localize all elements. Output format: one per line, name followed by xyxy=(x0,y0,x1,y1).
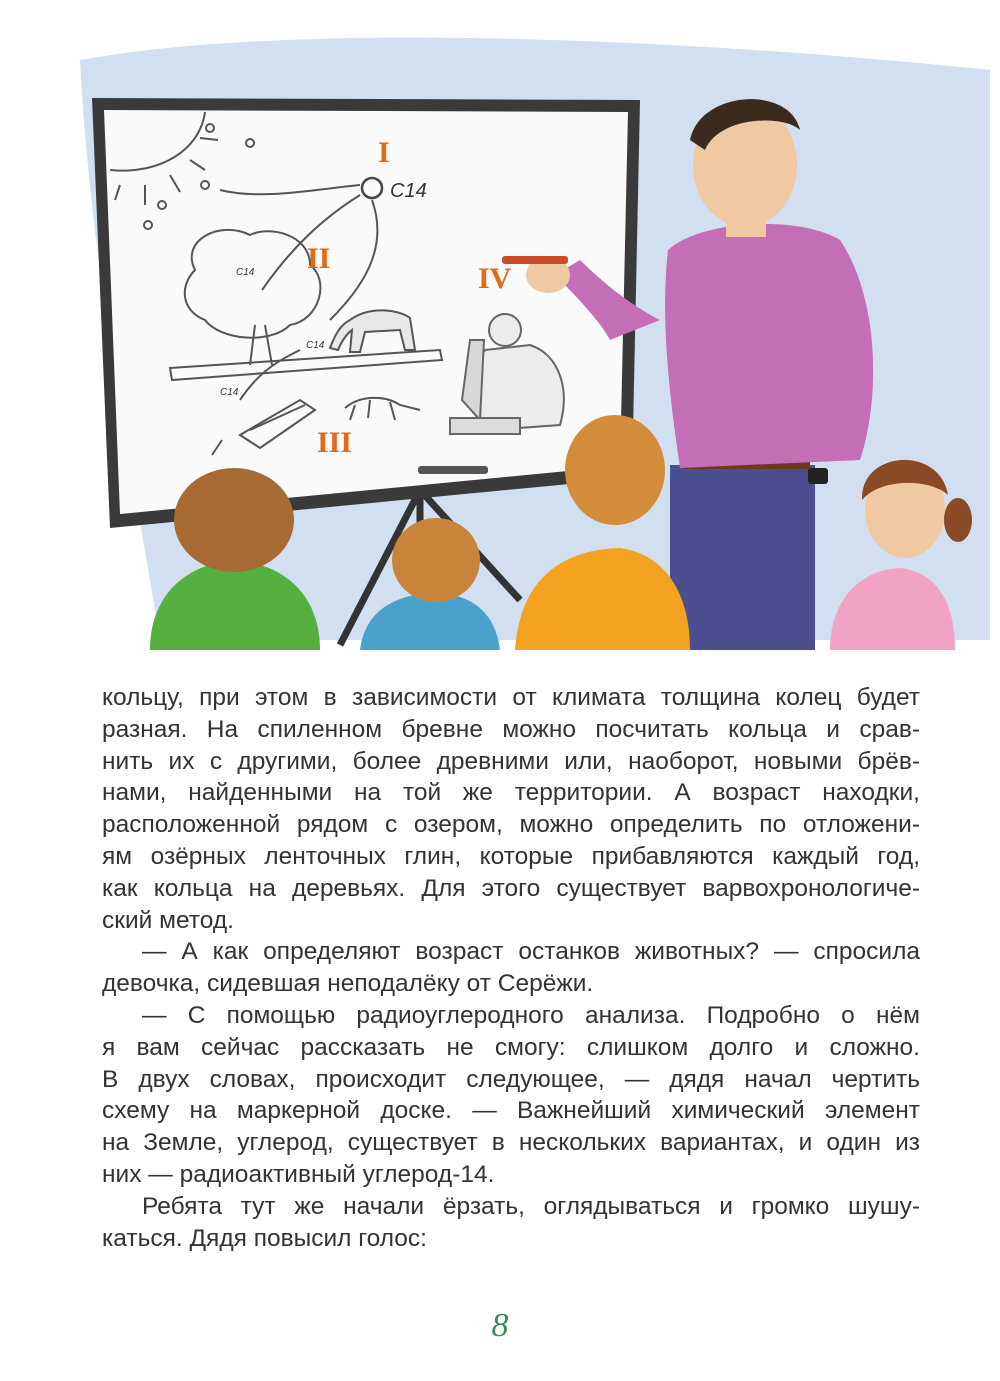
paragraph-3 xyxy=(102,1000,920,1191)
text-line: ям озёрных ленточных глин, которые прибавляются каждый год, xyxy=(102,842,920,870)
text-line: расположенной рядом с озером, можно определить по отложени- xyxy=(102,811,920,839)
text-line: кольцу, при этом в зависимости от климата толщина колец будет xyxy=(102,684,920,711)
text-line: Ребята тут же начали ёрзать, оглядываться и громко шушу- xyxy=(142,1192,920,1220)
text-line: них — радиоактивный углерод-14. xyxy=(102,1160,495,1188)
text-line: — А как определяют возраст останков животных? — спросила xyxy=(142,938,920,966)
carbon-label-ground: C14 xyxy=(220,387,239,398)
paragraph-2 xyxy=(102,936,920,1000)
page-number: 8 xyxy=(491,1307,509,1344)
body-text xyxy=(102,682,920,1254)
paragraph-1 xyxy=(102,682,920,936)
text-line: В двух словах, происходит следующее, — дядя начал чертить xyxy=(102,1065,920,1093)
stage-label-2: II xyxy=(307,242,331,275)
classroom-illustration xyxy=(0,0,1000,660)
paragraph-4 xyxy=(102,1191,920,1255)
text-line: на Земле, углерод, существует в нескольких вариантах, и один из xyxy=(102,1129,920,1157)
illustration xyxy=(0,0,1000,660)
text-line: схему на маркерной доске. — Важнейший химический элемент xyxy=(102,1097,920,1125)
text-line: как кольца на деревьях. Для этого существует варвохронологиче- xyxy=(102,874,920,902)
carbon-label-grass: C14 xyxy=(306,340,325,351)
text-line: нить их с другими, более древними или, наоборот, новыми брёв- xyxy=(102,747,920,775)
text-line: девочка, сидевшая неподалёку от Серёжи. xyxy=(102,970,594,998)
text-line: я вам сейчас рассказать не смогу: слишком долго и сложно. xyxy=(102,1033,920,1061)
stage-label-3: III xyxy=(317,426,353,459)
carbon-label-tree: C14 xyxy=(236,267,255,278)
stage-label-1: I xyxy=(378,136,390,169)
carbon-label-main: C14 xyxy=(390,180,427,202)
text-line: ский метод. xyxy=(102,906,234,934)
stage-label-4: IV xyxy=(478,262,512,295)
text-line: каться. Дядя повысил голос: xyxy=(102,1224,427,1252)
text-line: нами, найденными на той же территории. А возраст находки, xyxy=(102,779,920,807)
text-line: разная. На спиленном бревне можно посчитать кольца и срав- xyxy=(102,715,920,743)
text-line: — С помощью радиоуглеродного анализа. Подробно о нём xyxy=(142,1001,920,1029)
